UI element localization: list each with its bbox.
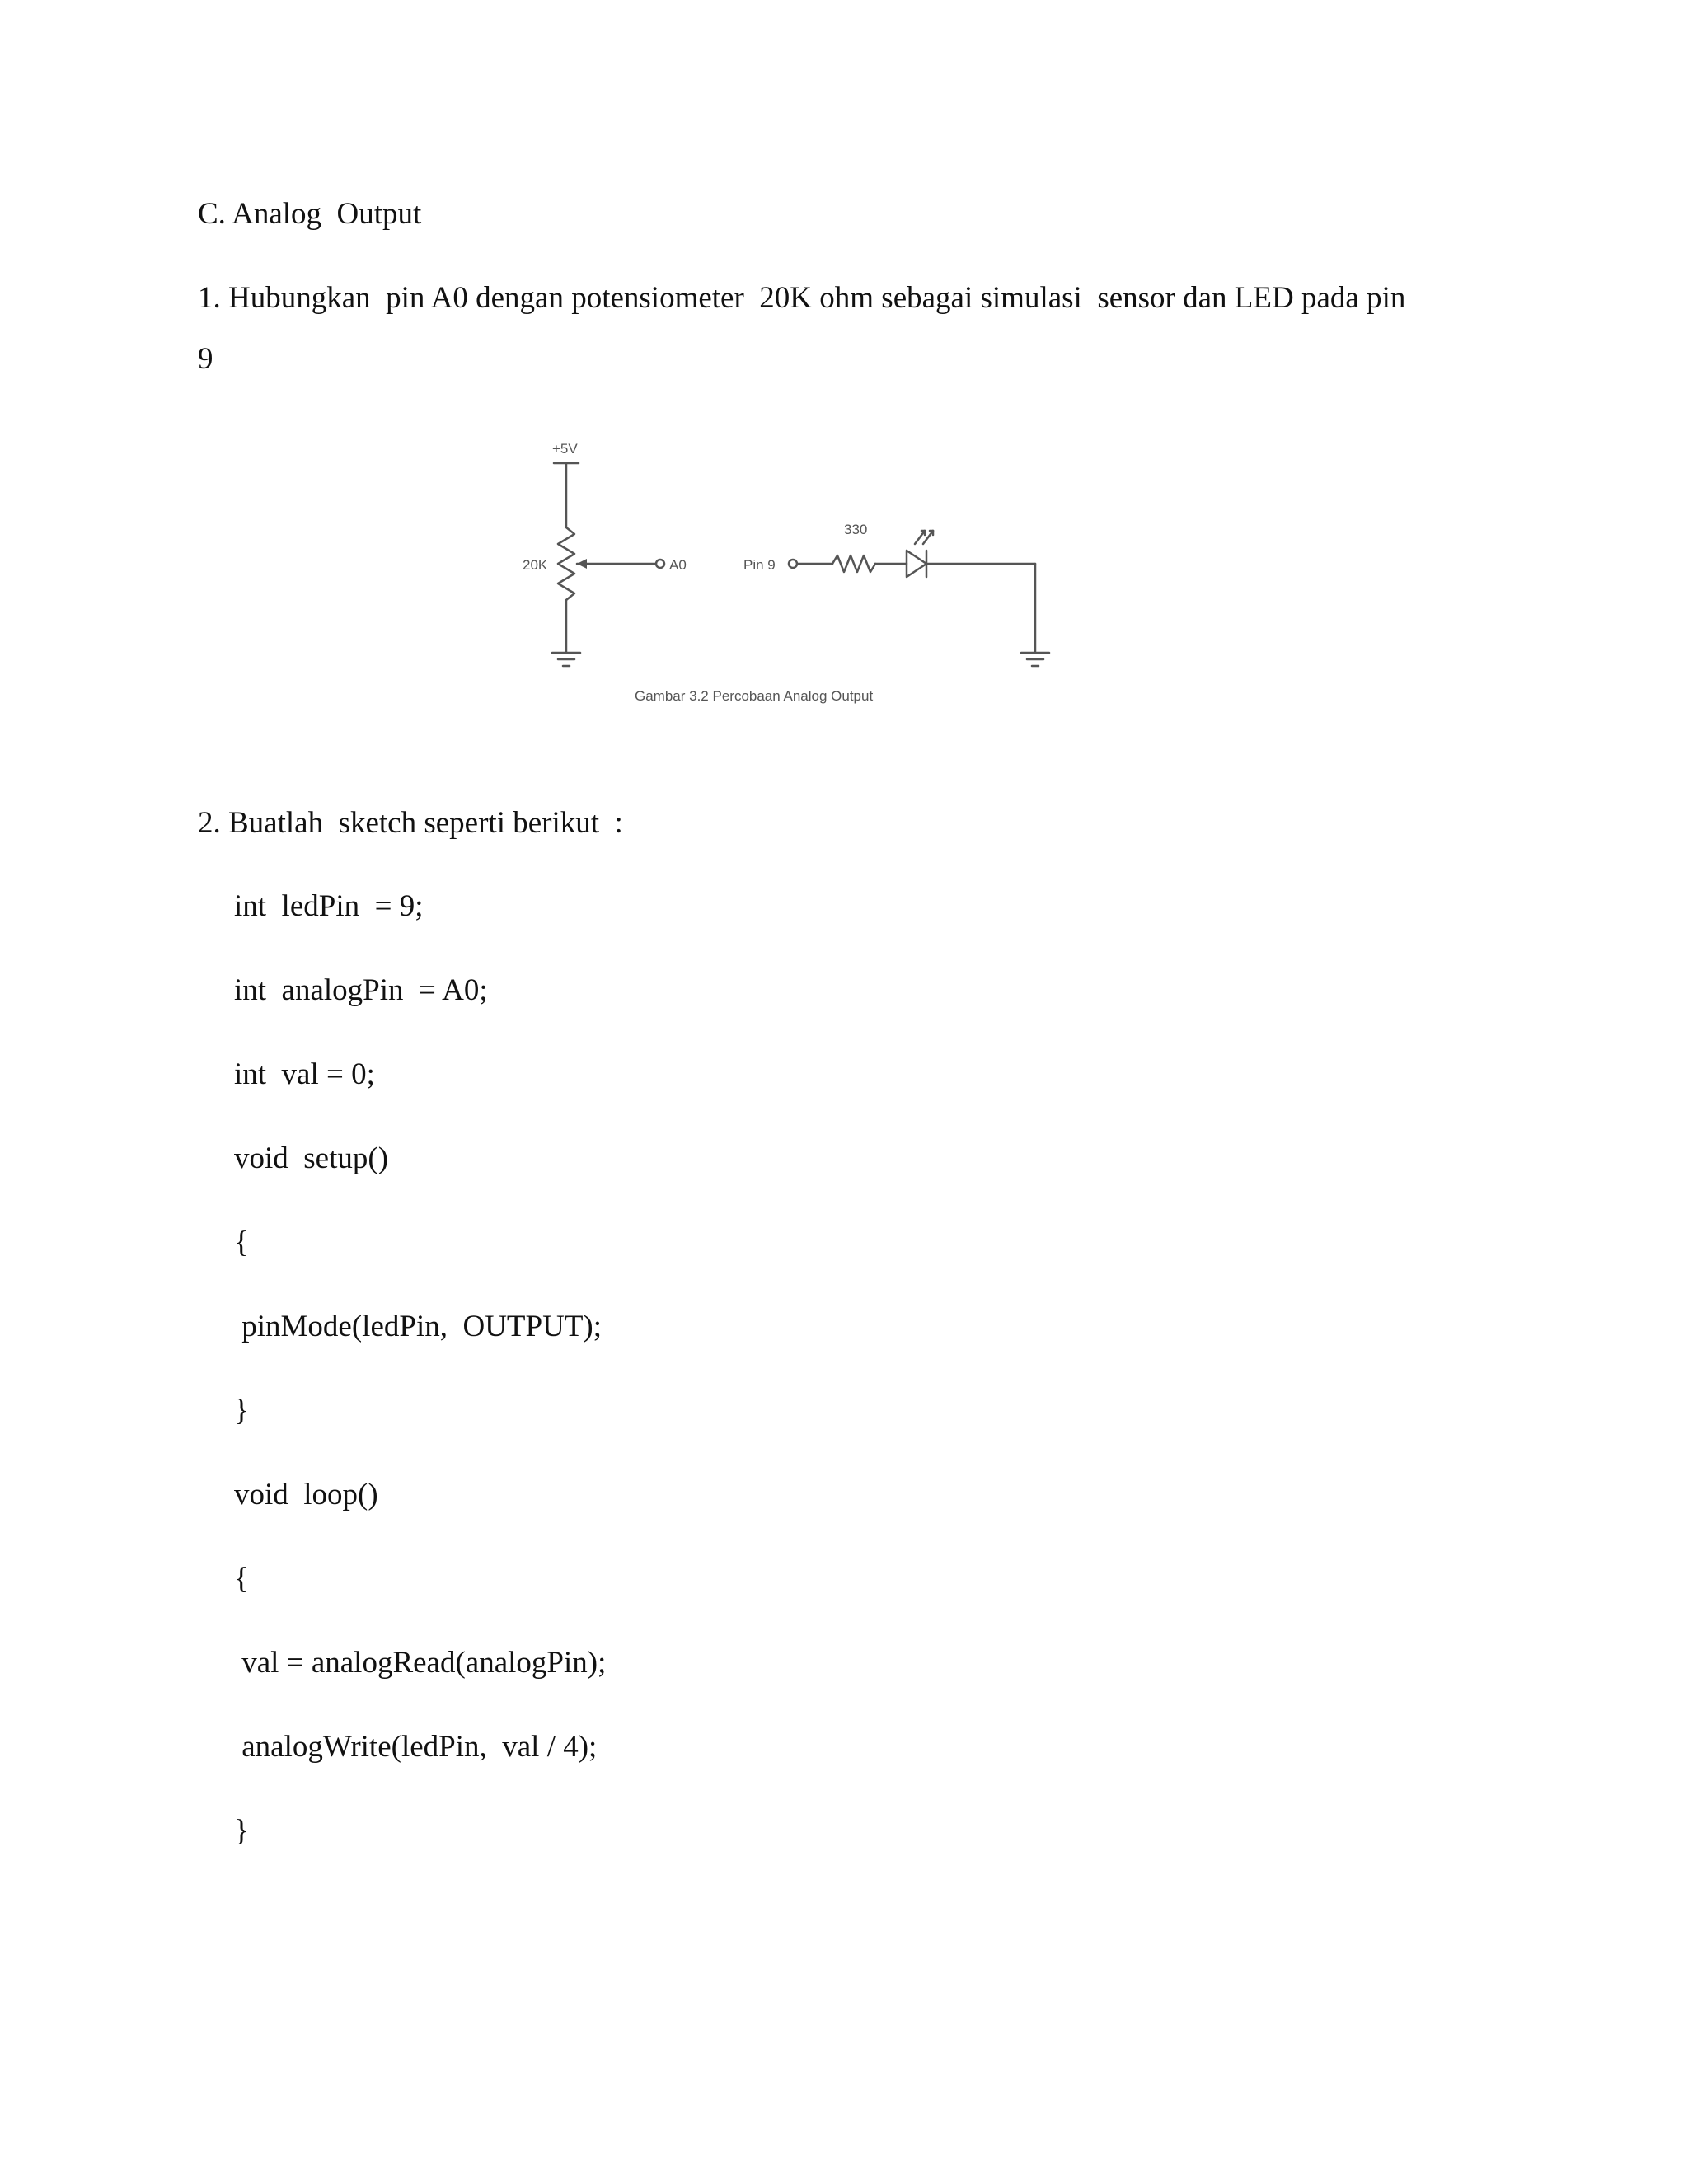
figure-caption: Gambar 3.2 Percobaan Analog Output bbox=[635, 688, 874, 704]
code-line: pinMode(ledPin, OUTPUT); bbox=[234, 1310, 603, 1343]
code-line: } bbox=[234, 1394, 249, 1427]
section-heading: C. Analog Output bbox=[198, 197, 422, 231]
led-symbol bbox=[907, 551, 926, 577]
supply-label: +5V bbox=[552, 441, 578, 457]
a0-label: A0 bbox=[669, 557, 687, 573]
step1-instruction-wrap: 9 bbox=[198, 342, 213, 376]
code-line: int ledPin = 9; bbox=[234, 889, 424, 923]
code-line: int analogPin = A0; bbox=[234, 973, 488, 1007]
code-line: } bbox=[234, 1814, 249, 1848]
code-line: int val = 0; bbox=[234, 1057, 375, 1091]
pot-label: 20K bbox=[523, 557, 548, 573]
circuit-diagram bbox=[495, 429, 1088, 725]
code-line: void loop() bbox=[234, 1478, 378, 1511]
step2-instruction: 2. Buatlah sketch seperti berikut : bbox=[198, 806, 623, 840]
code-line: { bbox=[234, 1562, 249, 1596]
pin9-terminal bbox=[789, 560, 797, 568]
code-line: val = analogRead(analogPin); bbox=[234, 1646, 607, 1680]
a0-terminal bbox=[656, 560, 664, 568]
wiper-arrow bbox=[577, 559, 587, 569]
code-line: void setup() bbox=[234, 1141, 389, 1175]
step1-instruction: 1. Hubungkan pin A0 dengan potensiometer 20K ohm sebagai simulasi sensor dan LED pada pin bbox=[198, 281, 1406, 315]
code-line: { bbox=[234, 1226, 249, 1259]
circuit-figure bbox=[495, 429, 1088, 725]
resistor-symbol bbox=[832, 555, 875, 572]
potentiometer-symbol bbox=[558, 527, 574, 600]
code-line: analogWrite(ledPin, val / 4); bbox=[234, 1730, 598, 1764]
resistor-label: 330 bbox=[844, 522, 868, 537]
pin9-label: Pin 9 bbox=[743, 557, 776, 573]
